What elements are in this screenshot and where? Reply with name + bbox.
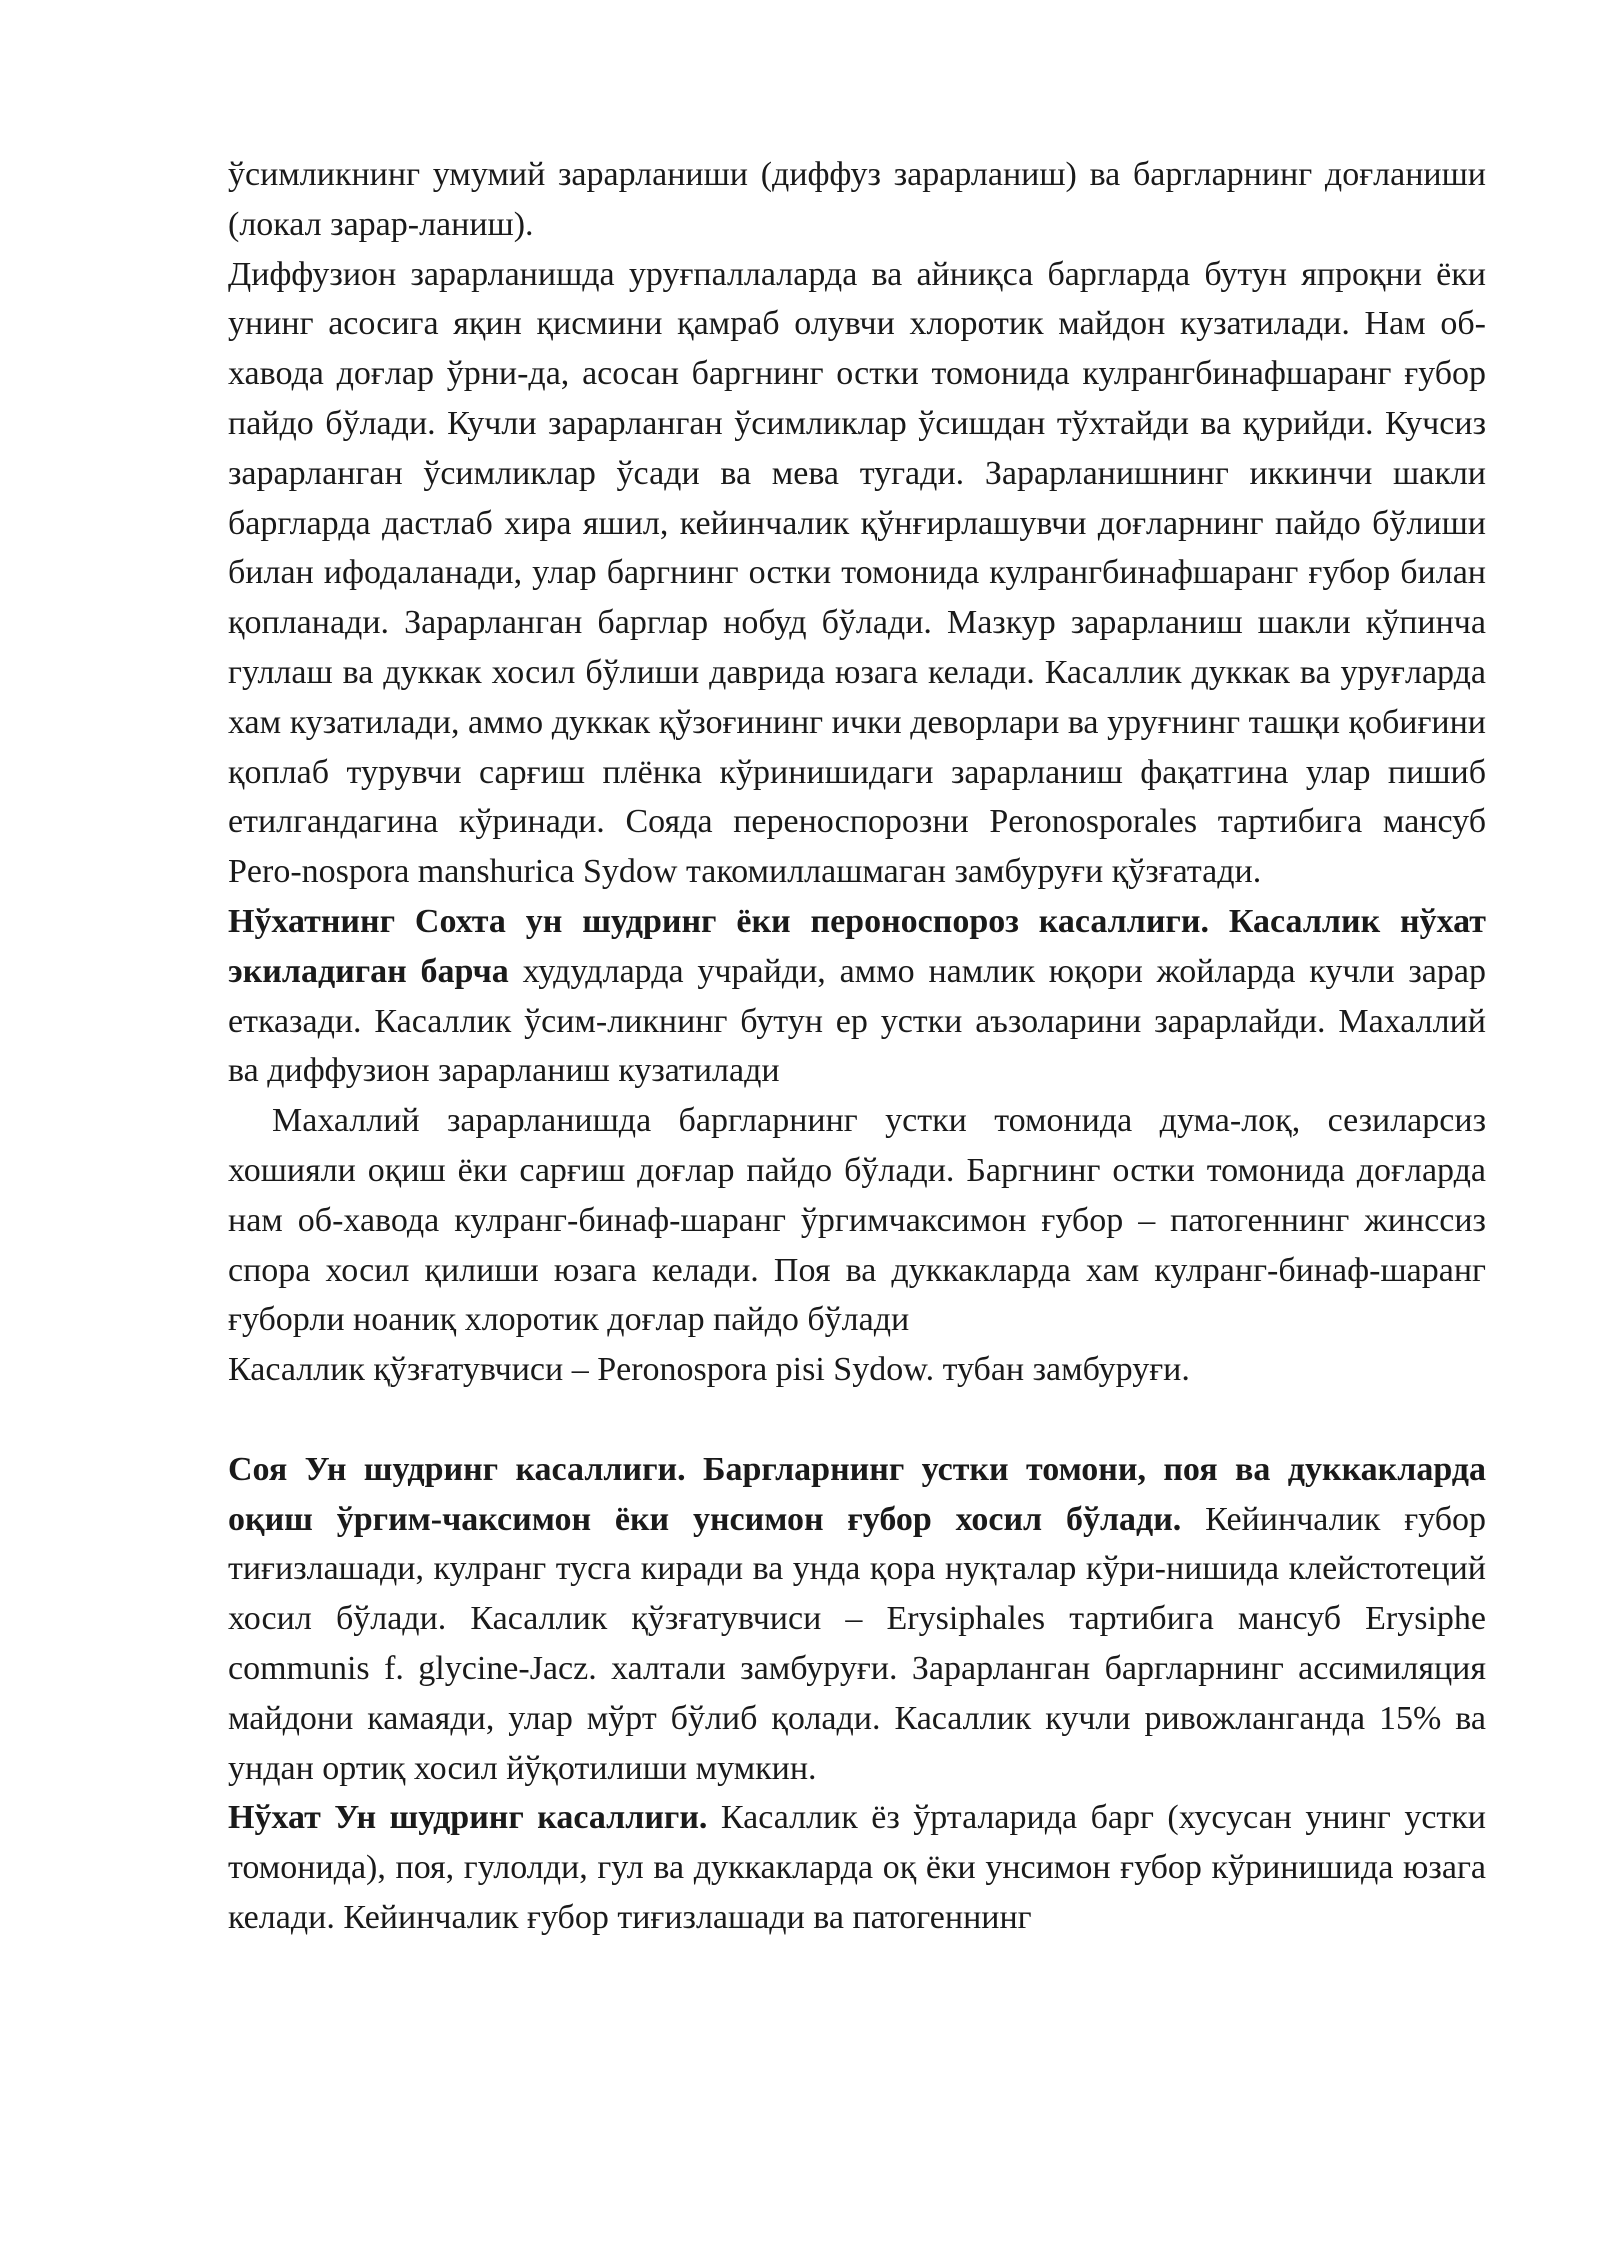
paragraph-6-text: Кейинчалик ғубор тиғизлашади, кулранг тусга киради ва унда қора нуқталар кўри-нишида клейстотеций хосил бўлади. Касаллик қўзғатувчиси – Erysiphales тартибига мансуб Erysiphe communis f. glycine-Jacz. халтали замбуруғи. Зарарланган баргларнинг ассимиляция майдони камаяди, улар мўрт бўлиб қолади. Касаллик кучли ривожланганда 15% ва ундан ортиқ хосил йўқотилиши мумкин. xyxy=(228,1500,1486,1787)
paragraph-2: Диффузион зарарланишда уруғпаллаларда ва айниқса баргларда бутун япроқни ёки унинг асосига яқин қисмини қамраб олувчи хлоротик майдон кузатилади. Нам об-хавода доғлар ўрни-да, асосан баргнинг остки томонида кулрангбинафшаранг ғубор пайдо бўлади. Кучли зарарланган ўсимликлар ўсишдан тўхтайди ва қурийди. Кучсиз зарарланган ўсимликлар ўсади ва мева тугади. Зарарланишнинг иккинчи шакли баргларда дастлаб хира яшил, кейинчалик қўнғирлашувчи доғларнинг пайдо бўлиши билан ифодаланади, улар баргнинг остки томонида кулрангбинафшаранг ғубор билан қопланади. Зарарланган барглар нобуд бўлади. Мазкур зарарланиш шакли кўпинча гуллаш ва дуккак хосил бўлиши даврида юзага келади. Касаллик дуккак ва уруғларда хам кузатилади, аммо дуккак қўзоғининг ички деворлари ва уруғнинг ташқи қобиғини қоплаб турувчи сарғиш плёнка кўринишидаги зарарланиш фақатгина улар пишиб етилгандагина кўринади. Сояда переноспорозни Peronosporales тартибига мансуб Pero-nospora manshurica Sydow такомиллашмаган замбуруғи қўзғатади. xyxy=(228,255,1486,891)
paragraph-3 xyxy=(228,897,1486,1096)
paragraph-3-text: худудларда учрайди, аммо намлик юқори жойларда кучли зарар етказади. Касаллик ўсим-ликнинг бутун ер устки аъзоларини зарарлайди. Махаллий ва диффузион зарарланиш кузатилади xyxy=(228,952,1486,1090)
paragraph-7 xyxy=(228,1793,1486,1942)
paragraph-7-text: Касаллик ёз ўрталарида барг (хусусан унинг устки томонида), поя, гулолди, гул ва дуккакларда оқ ёки унсимон ғубор кўринишида юзага келади. Кейинчалик ғубор тиғизлашади ва патогеннинг xyxy=(228,1799,1486,1936)
soy-powdery-mildew-heading: Соя Ун шудринг касаллиги. Баргларнинг устки томони, поя ва дуккакларда оқиш ўргим-чаксимон ёки унсимон ғубор хосил бўлади. xyxy=(228,1450,1486,1538)
paragraph-1: ўсимликнинг умумий зарарланиши (диффуз зарарланиш) ва баргларнинг доғланиши (локал зарар-ланиш). xyxy=(228,156,1486,243)
paragraph-5: Касаллик қўзғатувчиси – Peronospora pisi Sydow. тубан замбуруғи. xyxy=(228,1351,1190,1389)
pea-downy-mildew-heading: Нўхатнинг Сохта ун шудринг ёки пероноспороз касаллиги. Касаллик нўхат экиладиган барча xyxy=(228,902,1486,990)
blank-line xyxy=(228,1395,1486,1445)
paragraph-6 xyxy=(228,1445,1486,1794)
paragraph-4: Махаллий зарарланишда баргларнинг устки томонида дума-лоқ, сезиларсиз хошияли оқиш ёки сарғиш доғлар пайдо бўлади. Баргнинг остки томонида доғларда нам об-хавода кулранг-бинаф-шаранг ўргимчаксимон ғубор – патогеннинг жинссиз спора хосил қилиши юзага келади. Поя ва дуккакларда хам кулранг-бинаф-шаранг ғуборли ноаниқ хлоротик доғлар пайдо бўлади xyxy=(228,1102,1486,1339)
document-page xyxy=(228,150,1486,1943)
pea-powdery-mildew-heading: Нўхат Ун шудринг касаллиги. xyxy=(228,1799,708,1837)
